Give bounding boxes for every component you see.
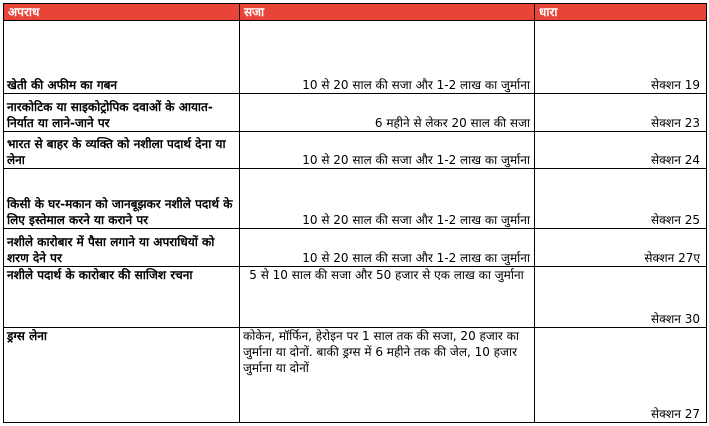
table-row: [4, 328, 707, 423]
saja-cell: 10 से 20 साल की सजा और 1-2 लाख का जुर्माना: [240, 132, 535, 169]
aparadh-cell: किसी के घर-मकान को जानबूझकर नशीले पदार्थ के लिए इस्तेमाल करने या कराने पर: [4, 169, 240, 229]
saja-cell: 10 से 20 साल की सजा और 1-2 लाख का जुर्माना: [240, 229, 535, 267]
ndps-offences-table: [3, 3, 707, 423]
table-row: [4, 21, 707, 94]
table-row: [4, 132, 707, 169]
header-aparadh: अपराध: [4, 4, 240, 21]
dhara-cell: सेक्शन 23: [535, 93, 707, 131]
table-row: [4, 229, 707, 267]
saja-cell: 10 से 20 साल की सजा और 1-2 लाख का जुर्माना: [240, 21, 535, 94]
dhara-cell: सेक्शन 24: [535, 132, 707, 169]
header-dhara: धारा: [535, 4, 707, 21]
table-row: [4, 169, 707, 229]
saja-cell: 6 महीने से लेकर 20 साल की सजा: [240, 93, 535, 131]
table-row: [4, 267, 707, 328]
saja-cell: 5 से 10 साल की सजा और 50 हजार से एक लाख का जुर्माना: [240, 267, 535, 328]
saja-cell: 10 से 20 साल की सजा और 1-2 लाख का जुर्माना: [240, 169, 535, 229]
aparadh-cell: खेती की अफीम का गबन: [4, 21, 240, 94]
aparadh-cell: नशीले पदार्थ के कारोबार की साजिश रचना: [4, 267, 240, 328]
dhara-cell: सेक्शन 25: [535, 169, 707, 229]
dhara-cell: सेक्शन 30: [535, 267, 707, 328]
header-saja: सजा: [240, 4, 535, 21]
table-row: [4, 93, 707, 131]
aparadh-cell: भारत से बाहर के व्यक्ति को नशीला पदार्थ देना या लेना: [4, 132, 240, 169]
saja-cell: कोकेन, मॉर्फिन, हेरोइन पर 1 साल तक की सजा, 20 हजार का जुर्माना या दोनों. बाकी ड्रग्स में 6 महीने तक की जेल, 10 हजार जुर्माना या दोनों: [240, 328, 535, 423]
aparadh-cell: नशीले कारोबार में पैसा लगाने या अपराधियों को शरण देने पर: [4, 229, 240, 267]
dhara-cell: सेक्शन 19: [535, 21, 707, 94]
dhara-cell: सेक्शन 27ए: [535, 229, 707, 267]
aparadh-cell: नारकोटिक या साइकोट्रोपिक दवाओं के आयात-निर्यात या लाने-जाने पर: [4, 93, 240, 131]
header-row: [4, 4, 707, 21]
dhara-cell: सेक्शन 27: [535, 328, 707, 423]
aparadh-cell: ड्रग्स लेना: [4, 328, 240, 423]
